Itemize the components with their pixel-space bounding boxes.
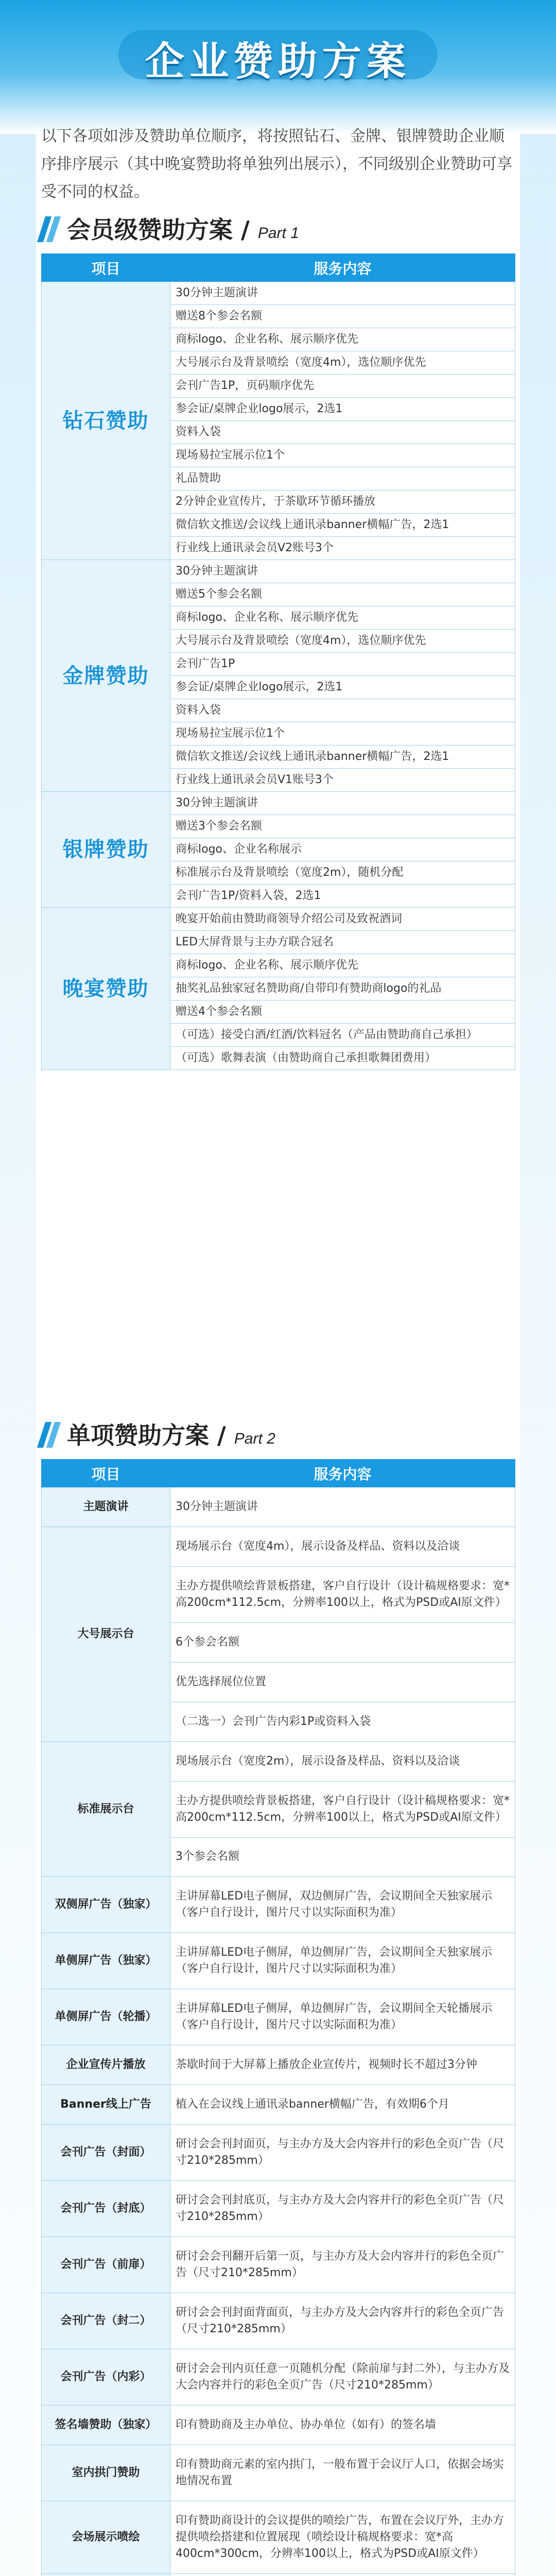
service-item: 参会证/桌牌企业logo展示，2选1: [170, 676, 515, 699]
service-item: 印有赞助商元素的室内拱门，一般布置于会议厅人口，依据会场实地情况布置: [170, 2445, 515, 2501]
sponsorship-item-name: 单侧屏广告（轮播）: [42, 1989, 170, 2045]
left-side-gradient: [0, 0, 36, 2576]
sponsorship-item-name: 会刊广告（封面）: [42, 2125, 170, 2181]
membership-sponsorship-table: [41, 253, 515, 1070]
table-row: [42, 2181, 515, 2237]
sponsorship-item-name: 签名墙赞助（独家）: [42, 2405, 170, 2445]
table-row: [42, 2293, 515, 2349]
tier-name: 银牌赞助: [42, 792, 170, 908]
table-header-item: 项目: [42, 1460, 170, 1487]
sponsorship-item-name: 大号展示台: [42, 1527, 170, 1741]
service-item: 6个参会名额: [170, 1622, 515, 1662]
service-item: 茶歇时间于大屏幕上播放企业宣传片，视频时长不超过3分钟: [170, 2045, 515, 2085]
service-item: 印有赞助商及主办单位、协办单位（如有）的签名墙: [170, 2405, 515, 2445]
service-item: 赠送4个参会名额: [170, 1001, 515, 1024]
section-part-label: Part 1: [257, 225, 299, 242]
section-heading-part2: [41, 1417, 515, 1453]
table-row: [42, 2573, 515, 2576]
service-item: 会刊广告1P，页码顺序优先: [170, 375, 515, 398]
service-item: 30分钟主题演讲: [170, 282, 515, 305]
page-title: 企业赞助方案: [145, 38, 411, 84]
section-part-label: Part 2: [234, 1430, 275, 1447]
right-side-gradient: [520, 0, 556, 2576]
service-item: 现场展示台（宽度2m），展示设备及样品、资料以及洽谈: [170, 1741, 515, 1781]
service-item: 研讨会会刊内页任意一页随机分配（除前扉与封二外），与主办方及大会内容并行的彩色全页广告（尺寸210*285mm）: [170, 2349, 515, 2405]
sponsorship-item-name: 企业宣传片播放: [42, 2045, 170, 2085]
service-item: 研讨会会刊封面页，与主办方及大会内容并行的彩色全页广告（尺寸210*285mm）: [170, 2125, 515, 2181]
service-item: 商标logo、企业名称、展示顺序优先: [170, 328, 515, 351]
section-heading-part1: [41, 211, 515, 247]
service-item: 微信软文推送/会议线上通讯录banner横幅广告，2选1: [170, 514, 515, 537]
service-item: 晚宴开始前由赞助商领导介绍公司及致祝酒词: [170, 908, 515, 931]
service-item: （可选）接受白酒/红酒/饮料冠名（产品由赞助商自己承担）: [170, 1024, 515, 1047]
service-item: 赠送5个参会名额: [170, 583, 515, 606]
table-row: [42, 1877, 515, 1933]
tier-name: 晚宴赞助: [42, 908, 170, 1070]
table-row: [42, 1741, 515, 1781]
single-item-sponsorship-table: [41, 1459, 515, 2576]
service-item: 资料入袋: [170, 421, 515, 444]
service-item: 研讨会会刊封底页，与主办方及大会内容并行的彩色全页广告（尺寸210*285mm）: [170, 2181, 515, 2237]
service-item: 30分钟主题演讲: [170, 792, 515, 815]
table-row: [42, 1933, 515, 1989]
sponsorship-item-name: 会刊广告（内彩）: [42, 2349, 170, 2405]
service-item: 会刊广告1P/资料入袋，2选1: [170, 885, 515, 908]
service-item: 商标logo、企业名称、展示顺序优先: [170, 606, 515, 630]
table-row: [42, 792, 515, 815]
service-item: 主办方提供喷绘背景板搭建，客户自行设计（设计稿规格要求：宽*高200cm*112.5cm，分辨率100以上，格式为PSD或AI原文件）: [170, 1781, 515, 1837]
service-item: （可选）歌舞表演（由赞助商自己承担歌舞团费用）: [170, 1047, 515, 1070]
service-item: 行业线上通讯录会员V2账号3个: [170, 537, 515, 560]
section-title: 会员级赞助方案 /: [67, 216, 250, 244]
table-row: [42, 908, 515, 931]
service-item: 3个参会名额: [170, 1837, 515, 1877]
service-item: 植入在会议线上通讯录banner横幅广告，有效期6个月: [170, 2085, 515, 2125]
table-row: [42, 282, 515, 305]
service-item: 赠送3个参会名额: [170, 815, 515, 838]
sponsorship-item-name: 会刊广告（封二）: [42, 2293, 170, 2349]
table-row: [42, 2405, 515, 2445]
service-item: （二选一）会刊广告内彩1P或资料入袋: [170, 1702, 515, 1741]
service-item: 礼品赞助: [170, 467, 515, 490]
table-row: [42, 1527, 515, 1566]
service-item: 研讨会会刊翻开后第一页，与主办方及大会内容并行的彩色全页广告（尺寸210*285mm）: [170, 2237, 515, 2293]
sponsorship-item-name: 主题演讲: [42, 1487, 170, 1527]
service-item: 会刊广告1P: [170, 653, 515, 676]
table-row: [42, 2045, 515, 2085]
service-item: 印有赞助商设计的会议提供的喷绘广告，布置在会议厅外，主办方提供喷绘搭建和位置展现（喷绘设计稿规格要求：宽*高400cm*300cm，分辨率100以上，格式为PSD或AI原文件）: [170, 2501, 515, 2573]
sponsorship-item-name: 会刊广告（前扉）: [42, 2237, 170, 2293]
table-header-item: 项目: [42, 254, 170, 282]
intro-paragraph: 以下各项如涉及赞助单位顺序，将按照钻石、金牌、银牌赞助企业顺序排序展示（其中晚宴赞助将单独列出展示），不同级别企业赞助可享受不同的权益。: [41, 127, 512, 201]
service-item: [170, 2573, 515, 2576]
service-item: 大号展示台及背景喷绘（宽度4m），选位顺序优先: [170, 630, 515, 653]
service-item: 行业线上通讯录会员V1账号3个: [170, 769, 515, 792]
service-item: 30分钟主题演讲: [170, 560, 515, 583]
service-item: 30分钟主题演讲: [170, 1487, 515, 1527]
service-item: 标准展示台及背景喷绘（宽度2m），随机分配: [170, 861, 515, 885]
service-item: 现场易拉宝展示位1个: [170, 722, 515, 745]
tier-name: 钻石赞助: [42, 282, 170, 560]
sponsorship-item-name: 标准展示台: [42, 1741, 170, 1877]
table-row: [42, 2237, 515, 2293]
sponsorship-item-name: 双侧屏广告（独家）: [42, 1877, 170, 1933]
service-item: 主讲屏幕LED电子侧屏，双边侧屏广告，会议期间全天独家展示（客户自行设计，图片尺寸以实际面积为准）: [170, 1877, 515, 1933]
table-row: [42, 2125, 515, 2181]
section-title: 单项赞助方案 /: [67, 1421, 226, 1449]
table-row: [42, 2445, 515, 2501]
service-item: LED大屏背景与主办方联合冠名: [170, 931, 515, 954]
service-item: 商标logo、企业名称展示: [170, 838, 515, 861]
table-row: [42, 560, 515, 583]
service-item: 资料入袋: [170, 699, 515, 722]
tier-name: 金牌赞助: [42, 560, 170, 792]
table-header-content: 服务内容: [170, 254, 515, 282]
service-item: 主办方提供喷绘背景板搭建，客户自行设计（设计稿规格要求：宽*高200cm*112.5cm，分辨率100以上，格式为PSD或AI原文件）: [170, 1566, 515, 1622]
sponsorship-item-name: Banner线上广告: [42, 2085, 170, 2125]
table-row: [42, 2349, 515, 2405]
service-item: 主讲屏幕LED电子侧屏，单边侧屏广告，会议期间全天独家展示（客户自行设计，图片尺寸以实际面积为准）: [170, 1933, 515, 1989]
sponsorship-item-name: 室内拱门赞助: [42, 2445, 170, 2501]
service-item: 微信软文推送/会议线上通讯录banner横幅广告，2选1: [170, 745, 515, 769]
table-header-content: 服务内容: [170, 1460, 515, 1487]
sponsorship-item-name: 会刊广告（封底）: [42, 2181, 170, 2237]
service-item: 现场易拉宝展示位1个: [170, 444, 515, 467]
service-item: 2分钟企业宣传片，于茶歇环节循环播放: [170, 490, 515, 514]
table-row: [42, 2085, 515, 2125]
service-item: 商标logo、企业名称、展示顺序优先: [170, 954, 515, 977]
table-row: [42, 1487, 515, 1527]
service-item: 优先选择展位位置: [170, 1662, 515, 1702]
service-item: 现场展示台（宽度4m），展示设备及样品、资料以及洽谈: [170, 1527, 515, 1566]
sponsorship-item-name: 单侧屏广告（独家）: [42, 1933, 170, 1989]
service-item: 研讨会会刊封面背面页，与主办方及大会内容并行的彩色全页广告（尺寸210*285mm）: [170, 2293, 515, 2349]
sponsorship-item-name: 会场展示喷绘: [42, 2501, 170, 2573]
service-item: 主讲屏幕LED电子侧屏，单边侧屏广告，会议期间全天轮播展示（客户自行设计，图片尺寸以实际面积为准）: [170, 1989, 515, 2045]
service-item: 赠送8个参会名额: [170, 305, 515, 328]
table-row: [42, 2501, 515, 2573]
table-row: [42, 1989, 515, 2045]
service-item: 大号展示台及背景喷绘（宽度4m），选位顺序优先: [170, 351, 515, 375]
sponsorship-item-name: [42, 2573, 170, 2576]
service-item: 参会证/桌牌企业logo展示，2选1: [170, 398, 515, 421]
service-item: 抽奖礼品独家冠名赞助商/自带印有赞助商logo的礼品: [170, 977, 515, 1001]
